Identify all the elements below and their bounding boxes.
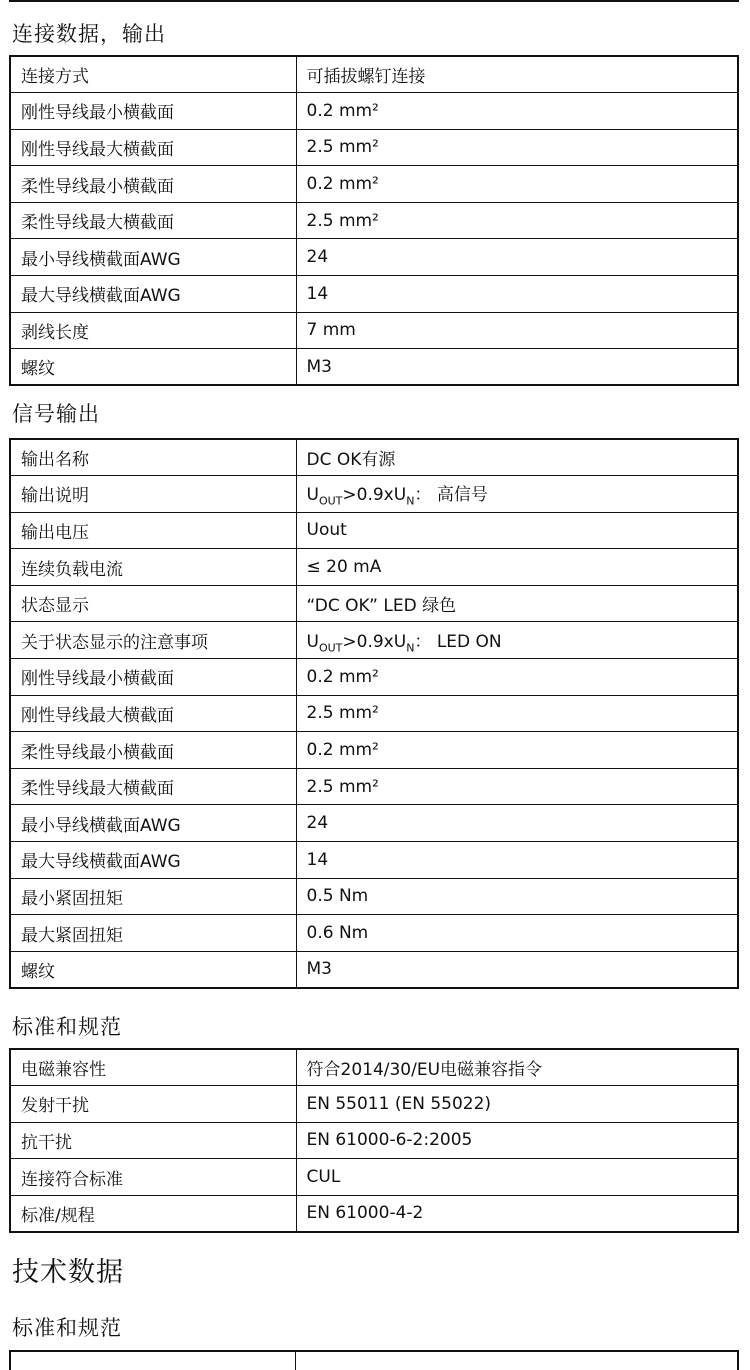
spec-value: EN 55011 (EN 55022) [296,1086,738,1123]
table-row [10,768,738,805]
table-fragment-bottom [9,1350,739,1370]
spec-value-part: N [406,640,415,654]
spec-value: 0.2 mm² [296,659,738,696]
spec-value: 2.5 mm² [296,695,738,732]
spec-value-part: >0.9xU [342,631,407,652]
spec-label: 最大导线横截面AWG [10,276,296,313]
table-row [10,93,738,130]
spec-label: 发射干扰 [10,1086,296,1123]
spec-label: 刚性导线最小横截面 [10,93,296,130]
spec-label: 刚性导线最大横截面 [10,129,296,166]
spec-value: “DC OK” LED 绿色 [296,585,738,622]
spec-label: 状态显示 [10,585,296,622]
spec-label: 电磁兼容性 [10,1049,296,1086]
spec-value: 2.5 mm² [296,768,738,805]
spec-table-signal-output [9,438,739,989]
spec-value-part: ： LED ON [414,631,502,652]
spec-table-standards [9,1048,739,1233]
spec-label: 连续负载电流 [10,549,296,586]
spec-label: 输出说明 [10,476,296,513]
table-row [10,805,738,842]
spec-value: M3 [296,349,738,386]
spec-value: 可插拔螺钉连接 [296,56,738,93]
table-row [10,915,738,952]
spec-value-part: U [306,631,319,652]
table-row [10,1195,738,1232]
table-row [10,585,738,622]
section-title-standards-2: 标准和规范 [12,1316,122,1340]
spec-value: CUL [296,1159,738,1196]
table-row [10,549,738,586]
table-row [10,732,738,769]
spec-label: 关于状态显示的注意事项 [10,622,296,659]
spec-value: 14 [296,842,738,879]
spec-value [296,476,738,513]
spec-value: 0.2 mm² [296,166,738,203]
spec-label: 连接方式 [10,56,296,93]
spec-table-connection-output [9,55,739,386]
section-title-standards: 标准和规范 [12,1015,122,1039]
table-row [10,1049,738,1086]
spec-label: 柔性导线最大横截面 [10,768,296,805]
spec-value-part: N [406,494,415,508]
spec-label: 刚性导线最小横截面 [10,659,296,696]
spec-value: 7 mm [296,312,738,349]
spec-value: 24 [296,239,738,276]
table-row [10,439,738,476]
spec-label: 柔性导线最小横截面 [10,166,296,203]
table-row [10,166,738,203]
spec-value: M3 [296,951,738,988]
spec-value-part: U [306,485,319,506]
spec-value: 0.2 mm² [296,93,738,130]
table-row [10,1086,738,1123]
table-row [10,239,738,276]
spec-label: 抗干扰 [10,1122,296,1159]
section-title-signal-output: 信号输出 [12,402,100,426]
table-row [10,695,738,732]
spec-label: 最大导线横截面AWG [10,842,296,879]
spec-label: 输出电压 [10,512,296,549]
table-row [10,951,738,988]
table-row [10,349,738,386]
spec-value: 24 [296,805,738,842]
spec-label: 螺纹 [10,349,296,386]
spec-value: EN 61000-4-2 [296,1195,738,1232]
spec-value: ≤ 20 mA [296,549,738,586]
table-row [10,129,738,166]
spec-label: 标准/规程 [10,1195,296,1232]
table-row [10,312,738,349]
spec-value: 符合2014/30/EU电磁兼容指令 [296,1049,738,1086]
spec-value: 14 [296,276,738,313]
spec-label: 最小导线横截面AWG [10,239,296,276]
spec-value: Uout [296,512,738,549]
table-row [10,842,738,879]
table-row [10,202,738,239]
spec-label: 刚性导线最大横截面 [10,695,296,732]
spec-value [296,622,738,659]
spec-label: 输出名称 [10,439,296,476]
spec-value: 0.5 Nm [296,878,738,915]
spec-value: 2.5 mm² [296,202,738,239]
table-row [10,878,738,915]
spec-value-part: OUT [318,494,343,508]
page-title-tech-data: 技术数据 [12,1257,124,1288]
spec-label: 最小导线横截面AWG [10,805,296,842]
table-fragment-top [9,0,739,2]
spec-value: 0.2 mm² [296,732,738,769]
table-row [10,659,738,696]
spec-value-part: OUT [318,640,343,654]
spec-value: EN 61000-6-2:2005 [296,1122,738,1159]
table-row [10,56,738,93]
section-title-connection-output: 连接数据，输出 [12,22,166,46]
table-row [10,622,738,659]
spec-label: 柔性导线最小横截面 [10,732,296,769]
table-row [10,512,738,549]
spec-value: DC OK有源 [296,439,738,476]
table-row [10,1159,738,1196]
table-row [10,276,738,313]
spec-value-part: >0.9xU [342,485,407,506]
spec-value-part: ： 高信号 [414,485,488,506]
spec-label: 最大紧固扭矩 [10,915,296,952]
spec-value: 2.5 mm² [296,129,738,166]
spec-label: 最小紧固扭矩 [10,878,296,915]
spec-label: 柔性导线最大横截面 [10,202,296,239]
spec-value: 0.6 Nm [296,915,738,952]
table-row [10,1122,738,1159]
spec-label: 剥线长度 [10,312,296,349]
spec-label: 螺纹 [10,951,296,988]
spec-label: 连接符合标准 [10,1159,296,1196]
table-row [10,476,738,513]
